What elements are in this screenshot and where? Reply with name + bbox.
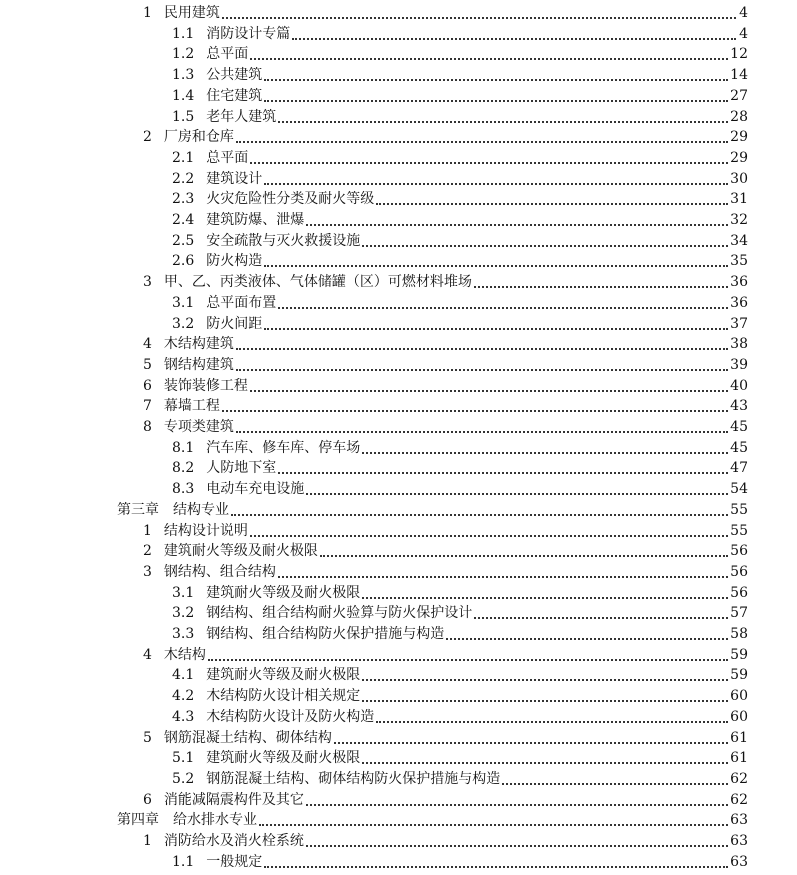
toc-entry[interactable] [172,169,748,189]
toc-entry-title: 建筑耐火等级及耐火极限 [163,543,318,560]
dot-leader [362,583,728,599]
toc-entry-title: 结构专业 [173,501,229,518]
toc-entry-number: 1.1 [172,853,195,870]
toc-entry-title: 民用建筑 [163,5,220,21]
dot-leader [474,272,728,288]
toc-entry-page: 59 [730,646,748,663]
dot-leader [208,645,728,661]
toc-entry-page: 61 [730,750,748,767]
toc-entry-number: 8.2 [172,460,195,477]
toc-entry-title: 钢结构建筑 [163,356,234,373]
toc-entry-number: 1.2 [172,46,195,63]
toc-entry[interactable] [172,748,748,768]
toc-entry-title: 钢结构、组合结构 [163,563,276,580]
toc-entry[interactable] [172,189,748,209]
toc-entry-title: 总平面 [206,46,249,63]
toc-entry-number: 4 [143,336,152,353]
toc-entry-page: 14 [730,67,748,84]
dot-leader [306,790,728,806]
toc-entry-title: 建筑耐火等级及耐火极限 [206,584,361,601]
toc-entry-page: 47 [730,460,748,477]
toc-entry-title: 电动车充电设施 [206,481,305,498]
toc-entry-page: 12 [730,46,748,63]
dot-leader [334,728,728,744]
toc-entry-number: 5 [143,356,152,373]
dot-leader [250,44,728,60]
toc-entry-number: 4.3 [172,708,195,725]
toc-entry-page: 63 [730,853,748,870]
dot-leader [278,107,728,123]
toc-entry[interactable] [172,458,748,478]
toc-entry[interactable] [143,3,748,23]
toc-entry-page: 36 [730,274,748,291]
toc-entry[interactable] [172,624,748,644]
dot-leader [362,686,728,702]
toc-entry-number: 5.2 [172,770,195,787]
toc-entry-number: 2.2 [172,170,195,187]
toc-entry-page: 39 [730,356,748,373]
toc-entry-title: 木结构防火设计及防火构造 [206,708,375,725]
toc-entry[interactable] [172,65,748,85]
dot-leader [278,562,728,578]
dot-leader [236,355,728,371]
toc-entry-title: 建筑耐火等级及耐火极限 [206,667,361,684]
toc-entry-page: 32 [730,212,748,228]
toc-entry-page: 59 [730,667,748,684]
dot-leader [236,127,728,143]
toc-entry-number: 8.3 [172,481,195,498]
toc-entry[interactable] [172,314,748,334]
toc-entry-page: 63 [730,833,748,849]
toc-entry-title: 消能减隔震构件及其它 [163,791,304,808]
toc-entry[interactable] [143,645,748,665]
toc-entry-title: 汽车库、修车库、停车场 [206,439,361,456]
toc-entry[interactable] [143,396,748,416]
toc-entry[interactable] [172,665,748,685]
dot-leader [250,376,728,392]
toc-entry-number: 3.2 [172,315,195,332]
toc-entry-page: 38 [730,336,748,353]
toc-entry-title: 防火构造 [206,253,263,270]
toc-entry[interactable] [172,479,748,499]
dot-leader [264,314,728,330]
toc-entry-page: 35 [730,253,748,270]
toc-entry-title: 给水排水专业 [173,812,257,829]
toc-entry-number: 1.4 [172,87,195,104]
toc-entry-page: 29 [730,149,748,166]
toc-entry-title: 总平面布置 [206,294,277,311]
toc-entry-number: 7 [143,398,152,415]
toc-entry-page: 29 [730,129,748,146]
toc-entry-page: 4 [739,25,748,42]
toc-entry-title: 建筑耐火等级及耐火极限 [206,750,361,767]
toc-entry-number: 8.1 [172,439,195,456]
toc-entry[interactable] [172,44,748,64]
toc-entry-page: 37 [730,315,748,332]
toc-entry[interactable] [143,376,748,396]
toc-entry-number: 2 [143,543,152,560]
toc-entry-number: 4.1 [172,667,195,684]
toc-entry[interactable] [172,707,748,727]
toc-entry[interactable] [172,438,748,458]
toc-entry-title: 公共建筑 [206,67,263,84]
dot-leader [222,396,728,412]
toc-entry-number: 2.6 [172,253,195,270]
toc-entry-number: 1 [143,522,152,539]
toc-entry-number: 5.1 [172,750,195,767]
toc-entry-page: 63 [730,812,748,829]
toc-entry-page: 54 [730,481,748,498]
toc-entry-number: 1.5 [172,108,195,125]
dot-leader [259,810,728,826]
toc-entry-page: 62 [730,791,748,808]
toc-entry-number: 3.2 [172,605,195,622]
toc-entry-page: 34 [730,232,748,249]
toc-entry-number: 2 [143,129,152,146]
toc-entry-number: 1.3 [172,67,195,84]
toc-entry-number: 3.3 [172,626,195,642]
toc-entry-title: 钢结构、组合结构防火保护措施与构造 [206,626,445,642]
toc-entry-title: 消防设计专篇 [206,25,291,42]
toc-entry-title: 安全疏散与灭火救援设施 [206,232,361,249]
toc-entry-title: 防火间距 [206,315,263,332]
toc-entry[interactable] [172,86,748,106]
toc-entry-page: 45 [730,419,748,435]
dot-leader [264,251,728,267]
toc-entry-number: 3.1 [172,294,195,311]
dot-leader [264,65,728,81]
dot-leader [376,707,728,723]
toc-entry[interactable] [172,686,748,706]
toc-entry-page: 43 [730,398,748,415]
toc-entry-page: 57 [730,605,748,622]
toc-entry[interactable] [117,810,748,830]
toc-entry-title: 木结构 [163,646,206,663]
dot-leader [236,334,728,350]
toc-entry-page: 4 [739,5,748,21]
toc-entry-number: 1 [143,5,152,21]
toc-entry[interactable] [172,583,748,603]
dot-leader [502,769,728,785]
toc-entry-number: 第四章 [117,812,159,829]
toc-entry[interactable] [172,251,748,271]
toc-entry-number: 5 [143,729,152,746]
toc-entry-title: 专项类建筑 [163,419,234,435]
toc-entry-title: 木结构防火设计相关规定 [206,688,361,705]
toc-entry[interactable] [172,210,748,230]
toc-entry[interactable] [143,417,748,437]
toc-entry-title: 幕墙工程 [163,398,220,415]
toc-entry-number: 1 [143,833,152,849]
toc-entry-title: 结构设计说明 [163,522,248,539]
toc-entry[interactable] [172,603,748,623]
toc-entry-number: 2.3 [172,191,195,208]
toc-entry-page: 60 [730,708,748,725]
dot-leader [376,189,728,205]
toc-entry[interactable] [143,127,748,147]
toc-entry[interactable] [143,334,748,354]
toc-entry-page: 30 [730,170,748,187]
toc-entry-title: 装饰装修工程 [163,377,248,394]
dot-leader [236,417,728,433]
dot-leader [446,624,728,640]
toc-entry-page: 55 [730,522,748,539]
toc-entry-page: 45 [730,439,748,456]
toc-entry-number: 第三章 [117,501,159,518]
dot-leader [362,231,728,247]
toc-entry-page: 27 [730,87,748,104]
toc-entry-title: 消防给水及消火栓系统 [163,833,304,849]
dot-leader [362,748,728,764]
dot-leader [320,541,728,557]
toc-entry-page: 58 [730,626,748,642]
toc-entry-title: 人防地下室 [206,460,277,477]
toc-entry-number: 3 [143,563,152,580]
toc-entry[interactable] [143,521,748,541]
toc-entry-page: 61 [730,729,748,746]
toc-entry-title: 建筑设计 [206,170,263,187]
toc-entry[interactable] [117,500,748,520]
toc-entry[interactable] [143,355,748,375]
toc-entry[interactable] [143,831,748,851]
toc-entry-number: 4 [143,646,152,663]
dot-leader [264,169,728,185]
dot-leader [222,3,736,19]
toc-entry[interactable] [143,562,748,582]
toc-entry-page: 56 [730,584,748,601]
toc-entry-page: 60 [730,688,748,705]
toc-entry[interactable] [172,293,748,313]
dot-leader [250,148,728,164]
toc-entry-number: 4.2 [172,688,195,705]
toc-entry-page: 56 [730,563,748,580]
toc-entry[interactable] [143,728,748,748]
toc-entry-page: 31 [730,191,748,208]
toc-entry-page: 36 [730,294,748,311]
toc-entry-number: 8 [143,419,152,435]
toc-entry[interactable] [172,24,748,44]
toc-entry-page: 62 [730,770,748,787]
toc-entry[interactable] [143,272,748,292]
dot-leader [278,293,728,309]
dot-leader [231,500,728,516]
dot-leader [292,24,736,40]
toc-entry[interactable] [172,107,748,127]
toc-entry-title: 厂房和仓库 [163,129,234,146]
toc-entry-title: 老年人建筑 [206,108,277,125]
toc-entry[interactable] [143,541,748,561]
toc-entry-number: 2.4 [172,212,195,228]
dot-leader [250,521,728,537]
toc-entry-number: 2.1 [172,149,195,166]
dot-leader [264,86,728,102]
toc-entry-number: 3.1 [172,584,195,601]
toc-entry-title: 总平面 [206,149,249,166]
toc-entry-title: 住宅建筑 [206,87,263,104]
dot-leader [264,852,728,868]
dot-leader [306,210,728,226]
toc-entry-page: 55 [730,501,748,518]
toc-entry-page: 40 [730,377,748,394]
dot-leader [362,665,728,681]
toc-entry-number: 2.5 [172,232,195,249]
dot-leader [306,831,728,847]
toc-entry-title: 木结构建筑 [163,336,234,353]
toc-entry-number: 3 [143,274,152,291]
toc-entry-number: 1.1 [172,25,195,42]
toc-entry-page: 56 [730,543,748,560]
dot-leader [474,603,728,619]
toc-entry[interactable] [172,852,748,872]
toc-entry[interactable] [172,148,748,168]
toc-entry[interactable] [172,769,748,789]
toc-entry-title: 火灾危险性分类及耐火等级 [206,191,375,208]
toc-entry-number: 6 [143,377,152,394]
dot-leader [306,479,728,495]
toc-entry-title: 钢筋混凝土结构、砌体结构防火保护措施与构造 [206,770,501,787]
toc-entry[interactable] [143,790,748,810]
toc-entry[interactable] [172,231,748,251]
dot-leader [278,458,728,474]
toc-entry-title: 建筑防爆、泄爆 [206,212,305,228]
dot-leader [362,438,728,454]
toc-entry-title: 钢结构、组合结构耐火验算与防火保护设计 [206,605,473,622]
toc-entry-page: 28 [730,108,748,125]
toc-entry-title: 甲、乙、丙类液体、气体储罐（区）可燃材料堆场 [163,274,472,291]
toc-entry-title: 钢筋混凝土结构、砌体结构 [163,729,332,746]
toc-entry-title: 一般规定 [206,853,263,870]
toc-entry-number: 6 [143,791,152,808]
